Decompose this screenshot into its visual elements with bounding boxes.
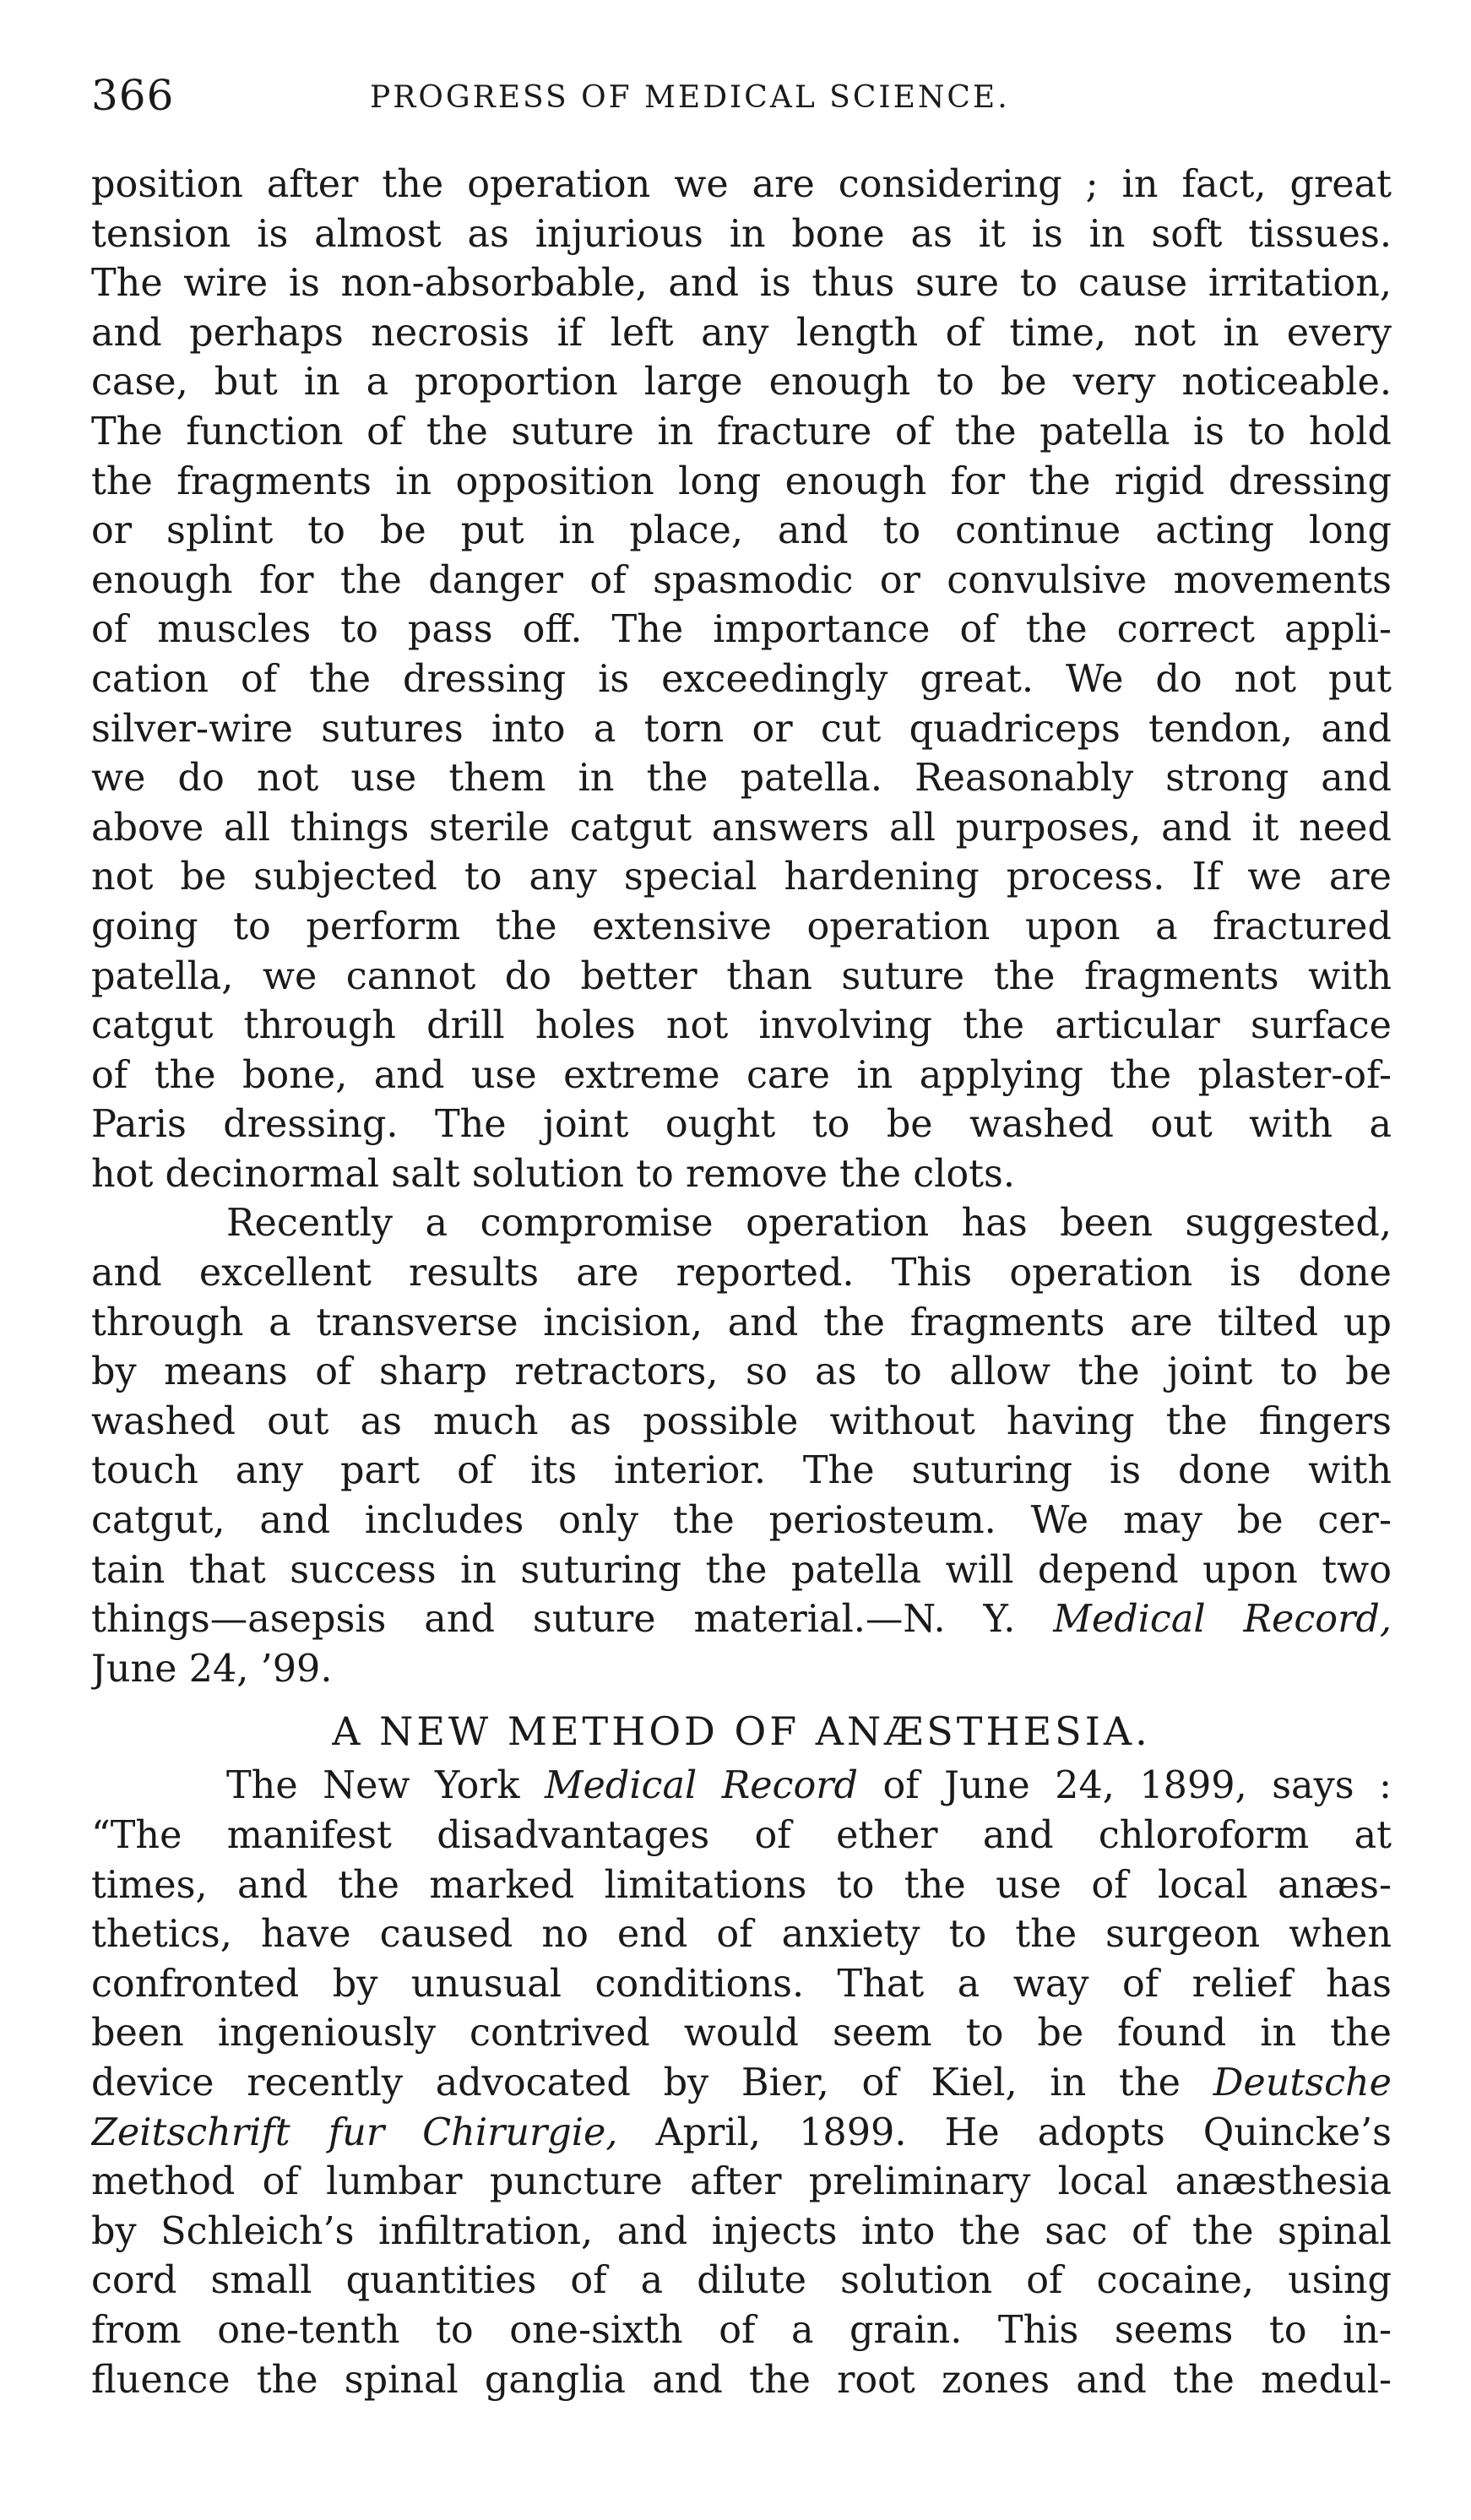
text-line: of the bone, and use extreme care in applying the plaster-of- [91,1053,1392,1097]
text-line: June 24, ’99. [91,1647,333,1691]
text-line: position after the operation we are considering ; in fact, great [91,163,1392,206]
text-line: catgut through drill holes not involving the articular surface [91,1004,1392,1048]
journal-title: Medical Record [544,1764,859,1808]
text-line [91,1595,1392,1645]
text-run: things—asepsis and suture material.—N. Y. [91,1598,1054,1642]
paragraph [91,1762,1392,2405]
text-run: device recently advocated by Bier, of Kiel, in the [91,2061,1213,2105]
page-number: 366 [91,71,175,120]
running-head [91,66,1392,125]
text-line: confronted by unusual conditions. That a way of relief has [91,1962,1392,2006]
text-line: the fragments in opposition long enough for the rigid dressing [91,459,1392,503]
text-line: going to perform the extensive operation upon a fractured [91,904,1392,948]
text-line: catgut, and includes only the periosteum. We may be cer- [91,1499,1392,1543]
text-run: April, 1899. He adopts Quincke’s [617,2110,1392,2154]
text-line: Recently a compromise operation has been suggested, [226,1202,1392,1246]
text-line: fluence the spinal ganglia and the root zones and the medul- [91,2358,1392,2402]
text-line [91,1762,1392,1811]
text-line: cord small quantities of a dilute solution of cocaine, using [91,2259,1392,2303]
text-line: been ingeniously contrived would seem to be found in the [91,2012,1392,2056]
text-line: patella, we cannot do better than suture the fragments with [91,954,1392,998]
text-line: Paris dressing. The joint ought to be washed out with a [91,1103,1392,1147]
text-line [91,2059,1392,2109]
paragraph [91,160,1392,1199]
text-line: by Schleich’s infiltration, and injects into the sac of the spinal [91,2209,1392,2253]
text-line: or splint to be put in place, and to continue acting long [91,509,1392,553]
text-line: of muscles to pass off. The importance of the correct appli- [91,608,1392,652]
text-line: “The manifest disadvantages of ether and chloroform at [91,1814,1392,1857]
text-line: by means of sharp retractors, so as to allow the joint to be [91,1350,1392,1394]
text-line: case, but in a proportion large enough to be very noticeable. [91,361,1392,405]
text-line: touch any part of its interior. The suturing is done with [91,1449,1392,1493]
text-run: of June 24, 1899, says : [858,1764,1392,1808]
text-line: hot decinormal salt solution to remove the clots. [91,1152,1016,1196]
text-line: silver-wire sutures into a torn or cut quadriceps tendon, and [91,707,1392,751]
text-line [91,2109,1392,2159]
text-line: enough for the danger of spasmodic or convulsive movements [91,558,1392,602]
text-line: tension is almost as injurious in bone as it is in soft tissues. [91,212,1392,256]
text-line: The function of the suture in fracture of the patella is to hold [91,410,1392,453]
text-line: thetics, have caused no end of anxiety to the surgeon when [91,1913,1392,1957]
journal-title: Zeitschrift fur Chirurgie, [91,2110,618,2154]
text-line: not be subjected to any special hardening process. If we are [91,855,1392,899]
body-text [91,160,1392,2405]
text-line: and perhaps necrosis if left any length of time, not in every [91,311,1392,355]
journal-title: Deutsche [1213,2061,1392,2105]
text-line: cation of the dressing is exceedingly great. We do not put [91,657,1392,701]
text-line: washed out as much as possible without having the fingers [91,1399,1392,1443]
text-line: and excellent results are reported. This operation is done [91,1252,1392,1295]
journal-title: Medical Record, [1053,1598,1392,1642]
text-line: tain that success in suturing the patella will depend upon two [91,1548,1392,1592]
text-line: times, and the marked limitations to the use of local anæs- [91,1863,1392,1907]
text-line: The wire is non-absorbable, and is thus sure to cause irritation, [91,262,1392,306]
running-title: PROGRESS OF MEDICAL SCIENCE. [370,80,1010,115]
text-run: The New York [226,1764,545,1808]
text-line: above all things sterile catgut answers all purposes, and it need [91,806,1392,850]
text-line: method of lumbar puncture after preliminary local anæsthesia [91,2160,1392,2204]
text-line: we do not use them in the patella. Reasonably strong and [91,757,1392,801]
section-heading: A NEW METHOD OF ANÆSTHESIA. [332,1708,1151,1755]
text-line: from one-tenth to one-sixth of a grain. This seems to in- [91,2308,1392,2352]
paragraph [91,1199,1392,1694]
text-line: through a transverse incision, and the fragments are tilted up [91,1301,1392,1344]
